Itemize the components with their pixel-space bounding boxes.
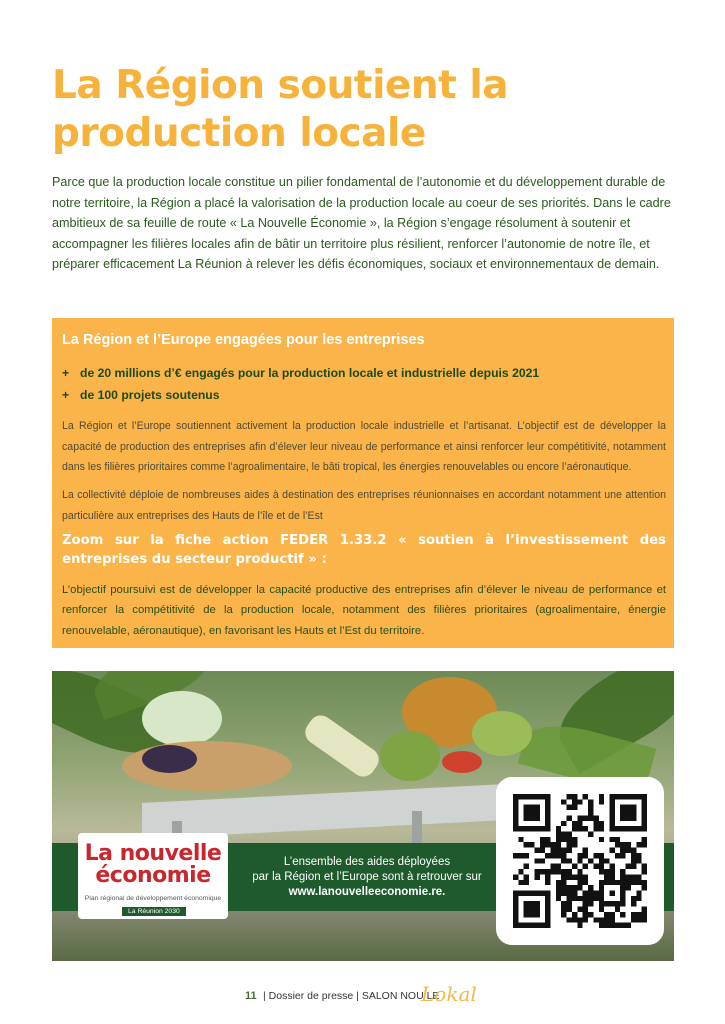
lokal-logo: Lokal bbox=[421, 982, 477, 1006]
banner-text bbox=[242, 855, 492, 900]
info-paragraph-1: La Région et l’Europe soutiennent activement la production locale industrielle et l’artisanat. L’objectif est de développer la capacité de production des entreprises afin d’élever leur niveau de performance et ainsi renforcer leur compétitivité, notamment dans les filières prioritaires comme l’agroalimentaire, le bâti tropical, les énergies renouvelables ou encore l’aéronautique. bbox=[62, 420, 666, 473]
stat-projects bbox=[62, 388, 220, 402]
page-number: 11 bbox=[245, 990, 257, 1002]
qr-code[interactable] bbox=[513, 794, 647, 928]
logo-line-1: La nouvelle bbox=[84, 841, 222, 866]
logo-line-2: économie bbox=[95, 863, 211, 888]
leeks bbox=[301, 711, 384, 781]
footer-text: | Dossier de presse | SALON NOU LE bbox=[263, 990, 440, 1002]
plus-sign: + bbox=[62, 388, 70, 402]
qr-code-card bbox=[496, 777, 664, 945]
page-title: La Région soutient la production locale bbox=[52, 63, 509, 156]
zoom-heading: Zoom sur la fiche action FEDER 1.33.2 « soutien à l’investissement des entreprises du secteur productif » : bbox=[62, 533, 666, 567]
eggplants bbox=[142, 745, 197, 773]
squash bbox=[142, 691, 222, 746]
produce-photo bbox=[52, 671, 674, 961]
breadfruit bbox=[380, 731, 440, 781]
stat-text: de 20 millions d’€ engagés pour la production locale et industrielle depuis 2021 bbox=[80, 366, 540, 380]
page-footer bbox=[0, 982, 725, 1008]
info-box bbox=[52, 318, 674, 648]
logo-subtitle: Plan régional de développement économique bbox=[84, 895, 222, 902]
green-melon bbox=[472, 711, 532, 756]
website-link[interactable]: www.lanouvelleeconomie.re. bbox=[288, 886, 446, 898]
info-box-title: La Région et l’Europe engagées pour les entreprises bbox=[62, 332, 425, 348]
banner-line-2: par la Région et l’Europe sont à retrouver sur bbox=[252, 871, 482, 883]
tomatoes bbox=[442, 751, 482, 773]
intro-paragraph: Parce que la production locale constitue un pilier fondamental de l’autonomie et du développement durable de notre territoire, la Région a placé la valorisation de la production locale au coeur de ses priorités. Dans le cadre ambitieux de sa feuille de route « La Nouvelle Économie », la Région s’engage résolument à soutenir et accompagner les filières locales afin de bâtir un territoire plus résilient, renforcer l’autonomie de notre île, et préparer efficacement La Réunion à relever les défis économiques, sociaux et environnementaux de demain. bbox=[52, 175, 671, 272]
info-paragraph-3: L’objectif poursuivi est de développer la capacité productive des entreprises afin d’élever le niveau de performance et renforcer la compétitivité de la production locale, notamment des filières prioritaires (agroalimentaire, énergie renouvelable, aéronautique), en favorisant les Hauts et l’Est du territoire. bbox=[62, 584, 666, 637]
plus-sign: + bbox=[62, 366, 70, 380]
logo-badge: La Réunion 2030 bbox=[122, 907, 186, 916]
stat-millions bbox=[62, 366, 539, 380]
stat-text: de 100 projets soutenus bbox=[80, 388, 220, 402]
info-paragraph-2: La collectivité déploie de nombreuses aides à destination des entreprises réunionnaises en accordant notamment une attention particulière aux entreprises des Hauts de l’île et de l’Est bbox=[62, 489, 666, 522]
banner-line-1: L’ensemble des aides déployées bbox=[283, 856, 451, 868]
nouvelle-economie-logo bbox=[78, 833, 228, 919]
